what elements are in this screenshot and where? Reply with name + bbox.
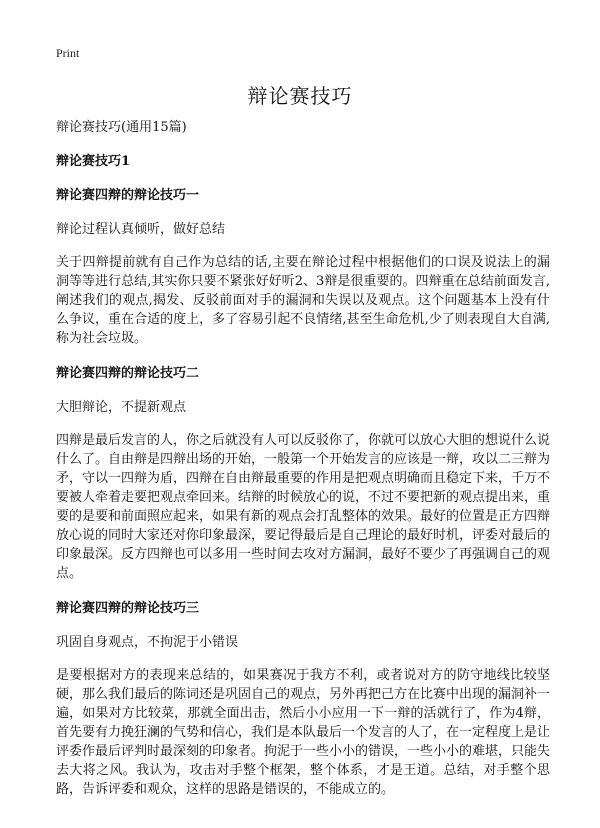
part-heading-3: 辩论赛四辩的辩论技巧三 (56, 601, 200, 616)
document-subtitle: 辩论赛技巧(通用15篇) (56, 120, 187, 135)
document-body (56, 118, 550, 815)
print-link[interactable]: Print (56, 46, 80, 60)
part-heading-2: 辩论赛四辩的辩论技巧二 (56, 366, 200, 381)
part-point-2: 大胆辩论，不提新观点 (56, 400, 187, 415)
part-point-3: 巩固自身观点，不拘泥于小错误 (56, 635, 239, 650)
page-title: 辩论赛技巧 (247, 84, 353, 108)
part-point-1: 辩论过程认真倾听，做好总结 (56, 222, 226, 237)
part-paragraph-3: 是要根据对方的表现来总结的，如果赛况于我方不利，或者说对方的防守地线比较坚硬，那么我们最后的陈词还是巩固自己的观点，另外再把己方在比赛中出现的漏洞补一遍，如果对方比较菜，那就全面出击，然后小小应用一下一辩的活就行了，作为4辩，首先要有力挽狂澜的气势和信心，我们是本队最后一个发言的人了，在一定程度上是让评委作最后评判时最深刻的印象者。拘泥于一些小小的错误，一些小小的难堪，只能失去大将之风。我认为，攻击对手整个框架，整个体系，才是王道。总结，对手整个思路，告诉评委和观众，这样的思路是错误的，不能成立的。 (56, 668, 551, 797)
part-paragraph-1: 关于四辩提前就有自己作为总结的话,主要在辩论过程中根据他们的口误及说法上的漏洞等等进行总结,其实你只要不紧张好好听2、3辩是很重要的。四辩重在总结前面发言,阐述我们的观点,揭发、反驳前面对手的漏洞和失误以及观点。这个问题基本上没有什么争议，重在合适的度上，多了容易引起不良情绪,甚至生命危机,少了则表现自大自满,称为社会垃圾。 (56, 255, 550, 346)
part-heading-1: 辩论赛四辩的辩论技巧一 (56, 188, 200, 203)
part-paragraph-2: 四辩是最后发言的人，你之后就没有人可以反驳你了，你就可以放心大胆的想说什么说什么了。自由辩是四辩出场的开始，一般第一个开始发言的应该是一辩，攻以二三辩为矛，守以一四辩为盾，四辩在自由辩最重要的作用是把观点明确而且稳定下来，千万不要被人牵着走要把观点牵回来。结辩的时候放心的说，不过不要把新的观点提出来，重要的是要和前面照应起来，如果有新的观点会打乱整体的效果。最好的位置是正方四辩放心说的同时大家还对你印象最深，要记得最后是自己理论的最好时机，评委对最后的印象最深。反方四辩也可以多用一些时间去攻对方漏洞，最好不要少了再强调自己的观点。 (56, 433, 551, 581)
section-heading: 辩论赛技巧1 (56, 154, 131, 169)
